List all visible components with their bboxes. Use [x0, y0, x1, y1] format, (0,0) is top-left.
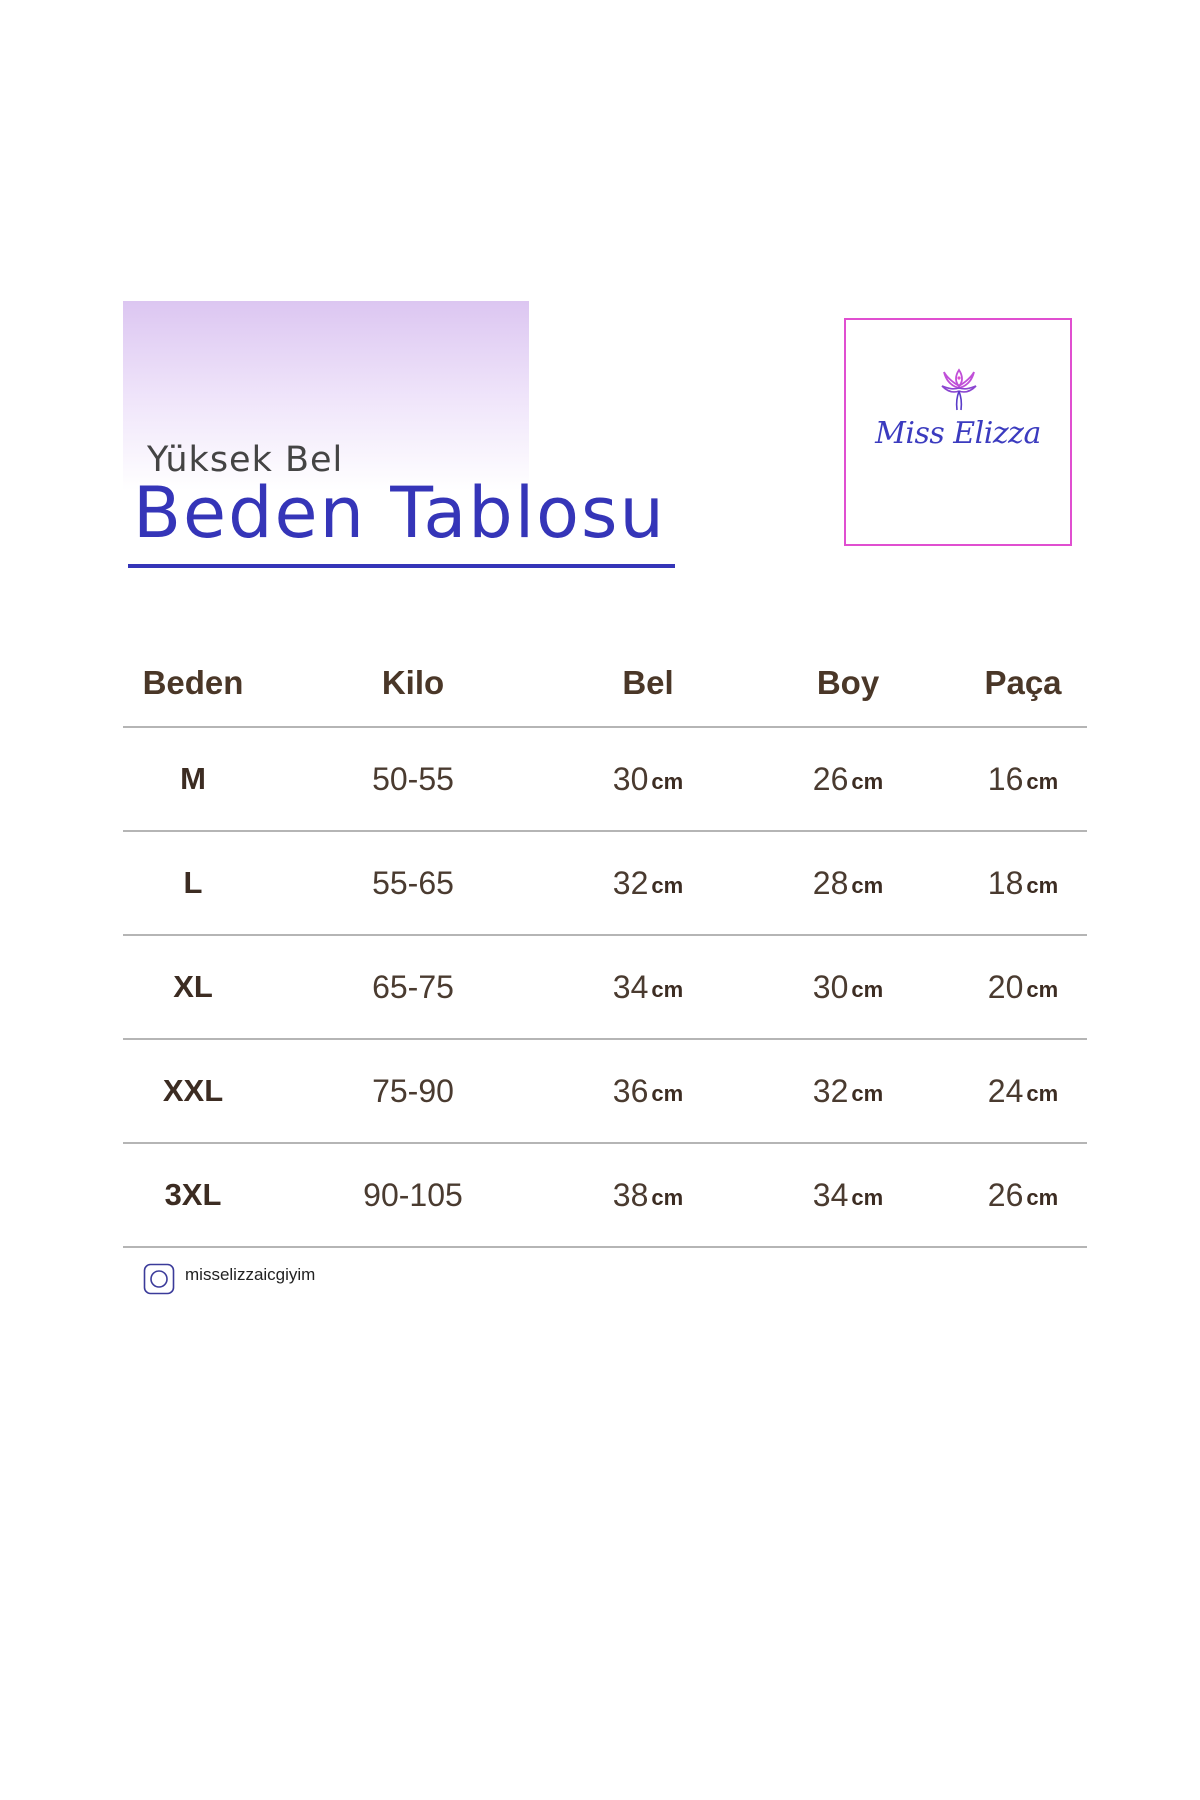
unit-label: cm — [651, 1081, 684, 1106]
unit-label: cm — [851, 873, 884, 898]
kilo-cell: 90-105 — [363, 1176, 463, 1213]
bel-value: 34 — [612, 968, 649, 1005]
kilo-cell: 65-75 — [372, 968, 454, 1005]
bel-value: 32 — [612, 864, 649, 901]
table-header-row — [123, 640, 1087, 728]
bel-value: 30 — [612, 760, 649, 797]
column-header-beden: Beden — [142, 664, 244, 701]
size-cell: XL — [173, 969, 213, 1004]
unit-label: cm — [851, 769, 884, 794]
paca-cell — [943, 832, 1103, 934]
unit-label: cm — [651, 769, 684, 794]
bel-value: 38 — [612, 1176, 649, 1213]
unit-label: cm — [1026, 769, 1059, 794]
table-row — [123, 832, 1087, 936]
paca-value: 26 — [987, 1176, 1024, 1213]
paca-cell — [943, 728, 1103, 830]
boy-value: 26 — [812, 760, 849, 797]
size-chart-table — [123, 640, 1087, 1248]
paca-cell — [943, 1144, 1103, 1246]
paca-cell — [943, 1040, 1103, 1142]
boy-cell — [763, 832, 933, 934]
boy-value: 28 — [812, 864, 849, 901]
column-header-boy: Boy — [816, 664, 880, 701]
column-header-paca: Paça — [984, 664, 1062, 701]
size-cell: L — [183, 865, 203, 900]
bel-value: 36 — [612, 1072, 649, 1109]
page-title: Beden Tablosu — [133, 472, 666, 554]
unit-label: cm — [651, 873, 684, 898]
bel-cell — [563, 1040, 733, 1142]
unit-label: cm — [1026, 1185, 1059, 1210]
unit-label: cm — [651, 1185, 684, 1210]
boy-cell — [763, 936, 933, 1038]
instagram-icon[interactable] — [143, 1263, 175, 1295]
paca-value: 16 — [987, 760, 1024, 797]
unit-label: cm — [651, 977, 684, 1002]
column-header-kilo: Kilo — [381, 664, 445, 701]
size-cell: 3XL — [164, 1177, 222, 1212]
kilo-cell: 50-55 — [372, 760, 454, 797]
boy-value: 34 — [812, 1176, 849, 1213]
bel-cell — [563, 936, 733, 1038]
size-cell: XXL — [162, 1073, 224, 1108]
table-row — [123, 1040, 1087, 1144]
boy-value: 32 — [812, 1072, 849, 1109]
unit-label: cm — [1026, 977, 1059, 1002]
title-underline — [128, 564, 675, 568]
boy-cell — [763, 1040, 933, 1142]
brand-logo — [844, 318, 1072, 546]
lotus-figure-icon — [934, 364, 984, 414]
boy-value: 30 — [812, 968, 849, 1005]
boy-cell — [763, 1144, 933, 1246]
boy-cell — [763, 728, 933, 830]
instagram-handle[interactable]: misselizzaicgiyim — [185, 1265, 316, 1284]
unit-label: cm — [851, 977, 884, 1002]
unit-label: cm — [1026, 1081, 1059, 1106]
column-header-bel: Bel — [622, 664, 674, 701]
table-row — [123, 1144, 1087, 1248]
bel-cell — [563, 1144, 733, 1246]
page-subtitle: Yüksek Bel — [147, 440, 344, 480]
unit-label: cm — [851, 1081, 884, 1106]
bel-cell — [563, 832, 733, 934]
unit-label: cm — [851, 1185, 884, 1210]
unit-label: cm — [1026, 873, 1059, 898]
social-footer — [143, 1263, 315, 1295]
kilo-cell: 55-65 — [372, 864, 454, 901]
table-row — [123, 728, 1087, 832]
paca-value: 24 — [987, 1072, 1024, 1109]
paca-cell — [943, 936, 1103, 1038]
table-row — [123, 936, 1087, 1040]
size-cell: M — [180, 761, 206, 796]
kilo-cell: 75-90 — [372, 1072, 454, 1109]
paca-value: 18 — [987, 864, 1024, 901]
brand-name: Miss Elizza — [875, 416, 1041, 451]
bel-cell — [563, 728, 733, 830]
paca-value: 20 — [987, 968, 1024, 1005]
